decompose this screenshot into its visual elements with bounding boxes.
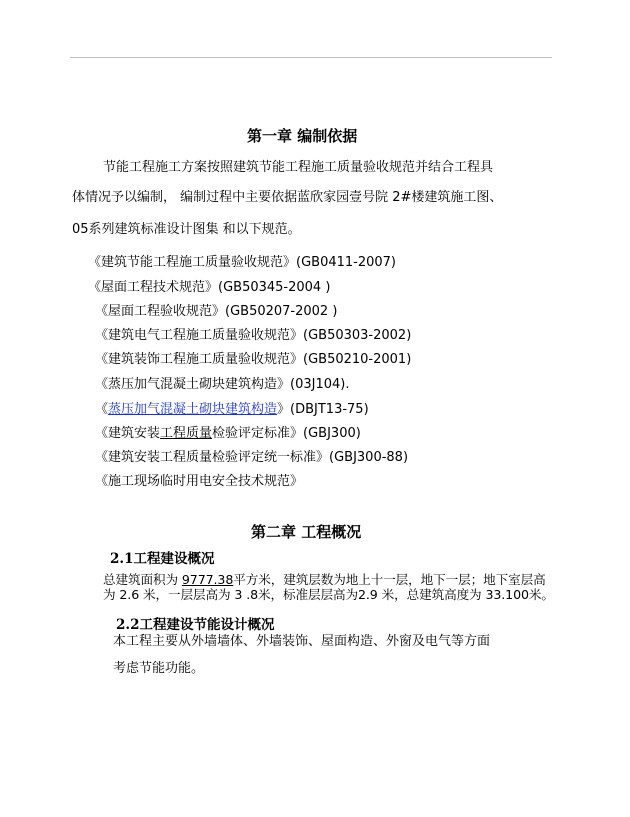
header-rule: [70, 57, 552, 58]
intro-line-1: 节能工程施工方案按照建筑节能工程施工质量验收规范并结合工程具: [103, 160, 494, 175]
reference-item: 《建筑电气工程施工质量验收规范》(GB50303-2002): [95, 328, 412, 343]
section-2-2-line-2: 考虑节能功能。: [113, 661, 205, 676]
section-2-2-title: 2.2工程建设节能设计概况: [116, 617, 275, 633]
reference-item-link: 《蒸压加气混凝土砌块建筑构造》(DBJT13-75): [95, 402, 369, 417]
chapter2-title: 第二章 工程概况: [251, 523, 362, 541]
intro-line-2: 体情况予以编制， 编制过程中主要依据蓝欣家园壹号院 2#楼建筑施工图、: [72, 190, 503, 205]
section-2-1-title: 2.1工程建设概况: [110, 551, 215, 567]
reference-item: 《屋面工程验收规范》(GB50207-2002 ): [95, 304, 338, 319]
reference-item: 《施工现场临时用电安全技术规范》: [95, 474, 304, 489]
section-2-2-line-1: 本工程主要从外墙墙体、外墙装饰、屋面构造、外窗及电气等方面: [113, 634, 491, 649]
reference-item: 《建筑装饰工程施工质量验收规范》(GB50210-2001): [95, 352, 412, 367]
underlined-term: 工程质量: [160, 426, 213, 441]
chapter1-title: 第一章 编制依据: [247, 127, 358, 145]
reference-item: 《建筑节能工程施工质量验收规范》(GB0411-2007): [88, 255, 396, 270]
reference-link[interactable]: 蒸压加气混凝土砌块建筑构造: [108, 402, 278, 417]
reference-item: 《建筑安装工程质量检验评定标准》(GBJ300): [95, 426, 361, 441]
reference-item: 《屋面工程技术规范》(GB50345-2004 ): [88, 280, 331, 295]
reference-item: 《蒸压加气混凝土砌块建筑构造》(03J104).: [95, 377, 350, 392]
intro-line-3: 05系列建筑标准设计图集 和以下规范。: [72, 222, 301, 237]
section-2-1-line-1: 总建筑面积为 9777.38平方米，建筑层数为地上十一层，地下一层；地下室层高: [103, 572, 546, 587]
section-2-1-line-2: 为 2.6 米，一层层高为 3 .8米，标准层层高为2.9 米，总建筑高度为 33.100米。: [103, 587, 554, 602]
reference-item: 《建筑安装工程质量检验评定统一标准》(GBJ300-88): [95, 450, 409, 465]
area-value: 9777.38: [181, 572, 234, 587]
